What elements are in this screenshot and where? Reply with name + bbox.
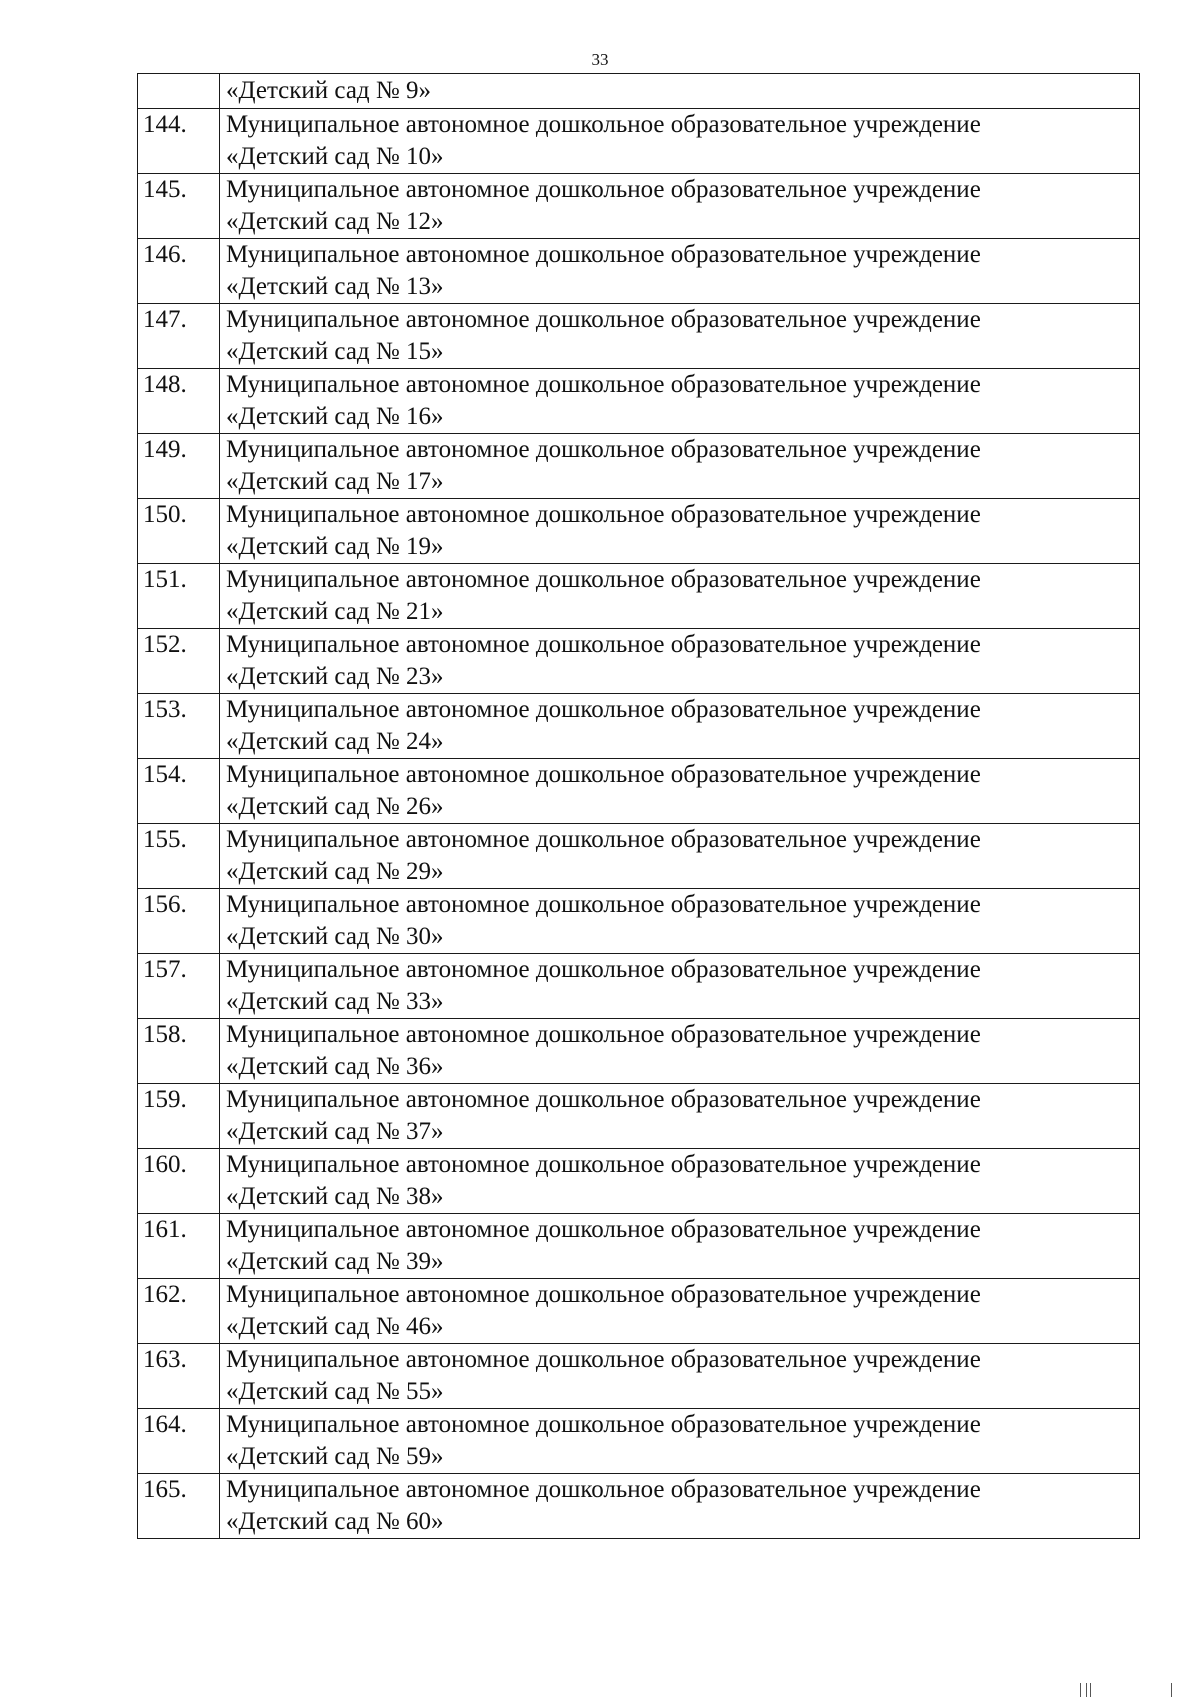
table-row: [138, 1214, 1140, 1279]
row-number: 146.: [138, 239, 220, 304]
table-row: [138, 759, 1140, 824]
row-number: 165.: [138, 1474, 220, 1539]
row-name-line1: Муниципальное автономное дошкольное образовательное учреждение: [226, 891, 981, 918]
row-number: 162.: [138, 1279, 220, 1344]
row-number: 163.: [138, 1344, 220, 1409]
row-name-line2: «Детский сад № 55»: [226, 1377, 444, 1405]
row-name: [220, 174, 1140, 239]
table-body: [138, 74, 1140, 1539]
table-row: [138, 1344, 1140, 1409]
table-row: [138, 1149, 1140, 1214]
row-name: [220, 1084, 1140, 1149]
row-name-line2: «Детский сад № 60»: [226, 1507, 444, 1535]
row-number: 154.: [138, 759, 220, 824]
row-number: 151.: [138, 564, 220, 629]
row-name-line1: Муниципальное автономное дошкольное образовательное учреждение: [226, 111, 981, 138]
row-number: 149.: [138, 434, 220, 499]
institutions-table: [137, 73, 1140, 1539]
row-name: [220, 629, 1140, 694]
row-number: 158.: [138, 1019, 220, 1084]
row-name: [220, 1279, 1140, 1344]
table-row: [138, 1019, 1140, 1084]
table-row: [138, 1279, 1140, 1344]
row-name: [220, 824, 1140, 889]
table-row: [138, 889, 1140, 954]
table-row: [138, 824, 1140, 889]
row-name: [220, 434, 1140, 499]
row-name-line2: «Детский сад № 16»: [226, 402, 444, 430]
table-row: [138, 564, 1140, 629]
table-row-continued: [138, 74, 1140, 109]
table-row: [138, 694, 1140, 759]
table-row: [138, 954, 1140, 1019]
row-number: 144.: [138, 109, 220, 174]
row-name-line2: «Детский сад № 29»: [226, 857, 444, 885]
row-name-line2: «Детский сад № 38»: [226, 1182, 444, 1210]
row-name: [220, 239, 1140, 304]
table-row: [138, 1474, 1140, 1539]
row-name-line1: Муниципальное автономное дошкольное образовательное учреждение: [226, 1411, 981, 1438]
row-name-line1: Муниципальное автономное дошкольное образовательное учреждение: [226, 1476, 981, 1503]
row-name: [220, 759, 1140, 824]
row-name-line1: Муниципальное автономное дошкольное образовательное учреждение: [226, 566, 981, 593]
row-name-line1: Муниципальное автономное дошкольное образовательное учреждение: [226, 306, 981, 333]
row-number: 147.: [138, 304, 220, 369]
row-name-line1: Муниципальное автономное дошкольное образовательное учреждение: [226, 1216, 981, 1243]
row-name-line1: Муниципальное автономное дошкольное образовательное учреждение: [226, 436, 981, 463]
row-name-line1: Муниципальное автономное дошкольное образовательное учреждение: [226, 176, 981, 203]
row-name: [220, 1149, 1140, 1214]
table-row: [138, 304, 1140, 369]
row-name-line2: «Детский сад № 46»: [226, 1312, 444, 1340]
row-number: 159.: [138, 1084, 220, 1149]
row-number: [138, 74, 220, 109]
row-name: [220, 954, 1140, 1019]
row-number: 164.: [138, 1409, 220, 1474]
row-name: [220, 499, 1140, 564]
row-number: 160.: [138, 1149, 220, 1214]
row-name-line2: «Детский сад № 26»: [226, 792, 444, 820]
row-name-line1: Муниципальное автономное дошкольное образовательное учреждение: [226, 1021, 981, 1048]
row-name-line2: «Детский сад № 19»: [226, 532, 444, 560]
row-name-line2: «Детский сад № 10»: [226, 142, 444, 170]
row-number: 157.: [138, 954, 220, 1019]
row-name-line2: «Детский сад № 21»: [226, 597, 444, 625]
table-row: [138, 239, 1140, 304]
row-name: [220, 1474, 1140, 1539]
scan-mark: [1090, 1683, 1091, 1697]
row-name: [220, 74, 1140, 109]
page-number: 33: [591, 50, 609, 69]
row-name: [220, 889, 1140, 954]
row-number: 153.: [138, 694, 220, 759]
row-number: 156.: [138, 889, 220, 954]
row-name-line2: «Детский сад № 23»: [226, 662, 444, 690]
table-row: [138, 109, 1140, 174]
row-name-line1: Муниципальное автономное дошкольное образовательное учреждение: [226, 1151, 981, 1178]
scan-mark: [1080, 1683, 1081, 1697]
row-number: 161.: [138, 1214, 220, 1279]
row-name-line1: Муниципальное автономное дошкольное образовательное учреждение: [226, 1086, 981, 1113]
row-name: [220, 1019, 1140, 1084]
table-row: [138, 629, 1140, 694]
table-row: [138, 174, 1140, 239]
table-row: [138, 499, 1140, 564]
row-name-line1: Муниципальное автономное дошкольное образовательное учреждение: [226, 241, 981, 268]
row-name-line1: Муниципальное автономное дошкольное образовательное учреждение: [226, 501, 981, 528]
row-name: [220, 694, 1140, 759]
row-name: [220, 304, 1140, 369]
row-name-line1: Муниципальное автономное дошкольное образовательное учреждение: [226, 371, 981, 398]
row-name-line2: «Детский сад № 13»: [226, 272, 444, 300]
row-name: [220, 1409, 1140, 1474]
row-number: 148.: [138, 369, 220, 434]
row-number: 150.: [138, 499, 220, 564]
row-name-line1: Муниципальное автономное дошкольное образовательное учреждение: [226, 761, 981, 788]
row-name: [220, 564, 1140, 629]
table-row: [138, 434, 1140, 499]
row-name: [220, 109, 1140, 174]
table-row: [138, 369, 1140, 434]
row-name-line2: «Детский сад № 17»: [226, 467, 444, 495]
row-name-line1: Муниципальное автономное дошкольное образовательное учреждение: [226, 956, 981, 983]
row-number: 145.: [138, 174, 220, 239]
scan-mark: [1171, 1683, 1172, 1697]
row-name-line1: Муниципальное автономное дошкольное образовательное учреждение: [226, 1346, 981, 1373]
row-name: [220, 1214, 1140, 1279]
table-row: [138, 1084, 1140, 1149]
row-number: 152.: [138, 629, 220, 694]
row-number: 155.: [138, 824, 220, 889]
table-row: [138, 1409, 1140, 1474]
row-name-line2: «Детский сад № 30»: [226, 922, 444, 950]
row-name-line2: «Детский сад № 15»: [226, 337, 444, 365]
row-name-line2: «Детский сад № 59»: [226, 1442, 444, 1470]
row-name-line2: «Детский сад № 24»: [226, 727, 444, 755]
row-name-line2: «Детский сад № 33»: [226, 987, 444, 1015]
row-name: [220, 1344, 1140, 1409]
row-name-line2: «Детский сад № 9»: [226, 77, 432, 104]
row-name: [220, 369, 1140, 434]
row-name-line1: Муниципальное автономное дошкольное образовательное учреждение: [226, 826, 981, 853]
row-name-line2: «Детский сад № 39»: [226, 1247, 444, 1275]
row-name-line2: «Детский сад № 37»: [226, 1117, 444, 1145]
row-name-line1: Муниципальное автономное дошкольное образовательное учреждение: [226, 1281, 981, 1308]
row-name-line2: «Детский сад № 12»: [226, 207, 444, 235]
row-name-line1: Муниципальное автономное дошкольное образовательное учреждение: [226, 631, 981, 658]
scan-mark: [1086, 1683, 1087, 1697]
row-name-line1: Муниципальное автономное дошкольное образовательное учреждение: [226, 696, 981, 723]
row-name-line2: «Детский сад № 36»: [226, 1052, 444, 1080]
